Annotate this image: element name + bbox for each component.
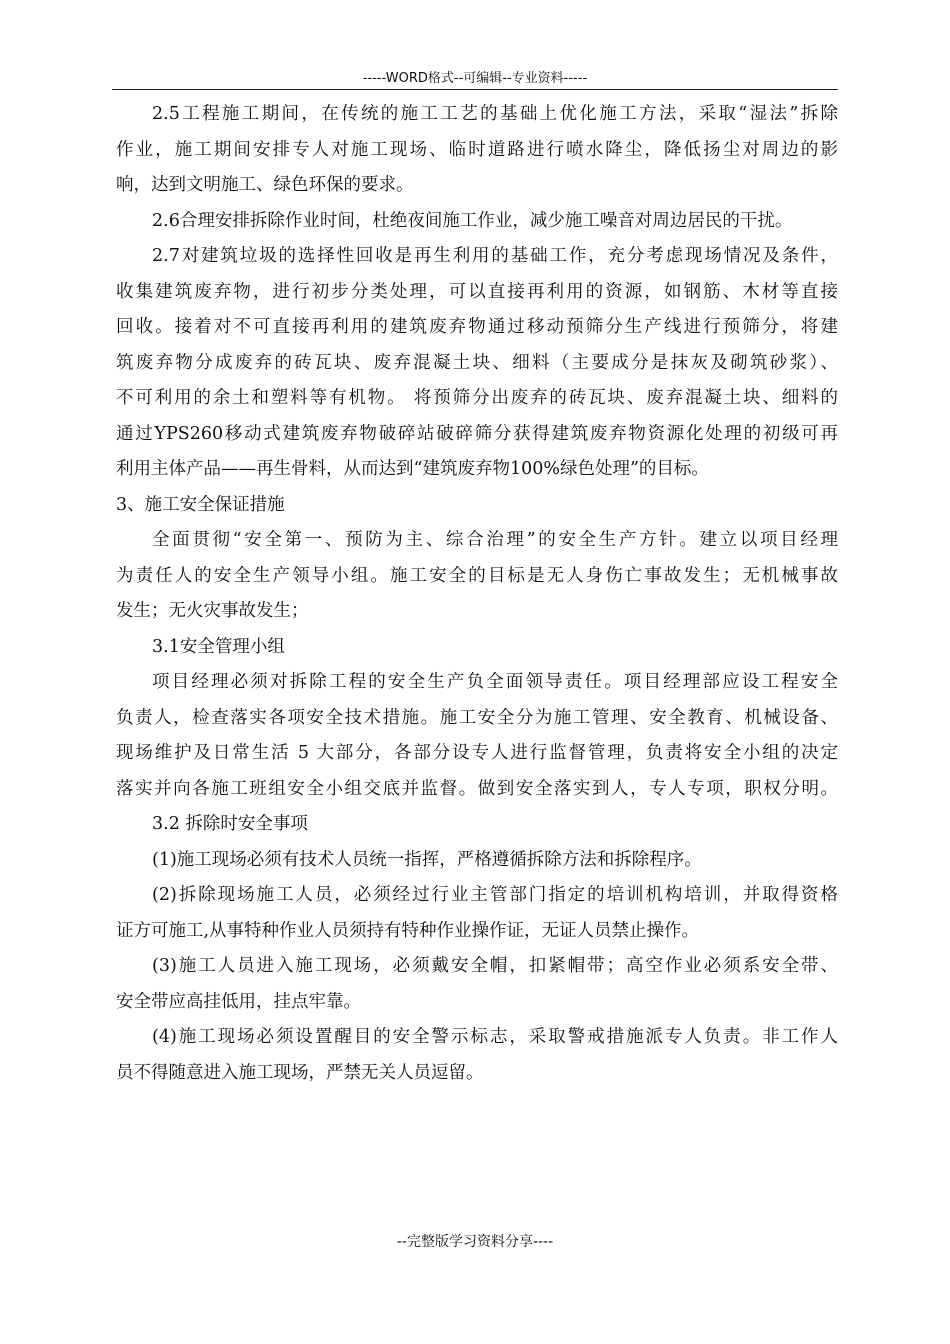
text-line: (3)施工人员进入施工现场，必须戴安全帽，扣紧帽带；高空作业必须系安全带、	[152, 956, 838, 976]
text-line: 响，达到文明施工、绿色环保的要求。	[116, 175, 414, 195]
text-line: 落实并向各施工班组安全小组交底并监督。做到安全落实到人，专人专项，职权分明。	[116, 778, 838, 799]
text-line: 安全带应高挂低用，挂点牢靠。	[116, 991, 361, 1012]
text-line: 作业，施工期间安排专人对施工现场、临时道路进行喷水降尘，降低扬尘对周边的影	[116, 139, 838, 160]
text-line: 利用主体产品——再生骨料，从而达到“建筑废弃物100%绿色处理”的目标。	[116, 459, 709, 479]
text-line: 证方可施工,从事特种作业人员须持有特种作业操作证，无证人员禁止操作。	[116, 920, 700, 941]
text-line: 2.5工程施工期间，在传统的施工工艺的基础上优化施工方法，采取“湿法”拆除	[152, 104, 838, 124]
text-line: 通过YPS260移动式建筑废弃物破碎站破碎筛分获得建筑废弃物资源化处理的初级可再	[116, 423, 838, 444]
text-line: (2)拆除现场施工人员，必须经过行业主管部门指定的培训机构培训，并取得资格	[152, 885, 838, 905]
text-line: 员不得随意进入施工现场，严禁无关人员逗留。	[116, 1062, 484, 1083]
text-line: 筑废弃物分成废弃的砖瓦块、废弃混凝土块、细料（主要成分是抹灰及砌筑砂浆）、	[116, 352, 838, 373]
text-line: 不可利用的余土和塑料等有机物。 将预筛分出废弃的砖瓦块、废弃混凝土块、细料的	[116, 388, 838, 408]
text-line: 现场维护及日常生活 5 大部分，各部分设专人进行监督管理，负责将安全小组的决定	[116, 743, 838, 763]
text-line: 2.7对建筑垃圾的选择性回收是再生利用的基础工作，充分考虑现场情况及条件，	[152, 246, 838, 266]
text-line: 为责任人的安全生产领导小组。施工安全的目标是无人身伤亡事故发生；无机械事故	[116, 565, 838, 586]
header-divider	[112, 89, 838, 90]
subsection-heading: 3.2 拆除时安全事项	[152, 814, 308, 834]
document-body	[116, 97, 838, 1091]
section-heading: 3、施工安全保证措施	[116, 494, 285, 515]
subsection-heading: 3.1安全管理小组	[152, 636, 285, 657]
text-line: 全面贯彻“安全第一、预防为主、综合治理”的安全生产方针。建立以项目经理	[152, 530, 838, 550]
page-footer: --完整版学习资料分享----	[396, 1234, 554, 1250]
text-line: (1)施工现场必须有技术人员统一指挥，严格遵循拆除方法和拆除程序。	[152, 849, 702, 870]
text-line: 回收。接着对不可直接再利用的建筑废弃物通过移动预筛分生产线进行预筛分，将建	[116, 317, 838, 337]
page-header: -----WORD格式--可编辑--专业资料-----	[362, 71, 588, 86]
text-line: (4)施工现场必须设置醒目的安全警示标志，采取警戒措施派专人负责。非工作人	[152, 1027, 838, 1047]
text-line: 2.6合理安排拆除作业时间，杜绝夜间施工作业，减少施工噪音对周边居民的干扰。	[152, 210, 793, 231]
text-line: 负责人，检查落实各项安全技术措施。施工安全分为施工管理、安全教育、机械设备、	[116, 707, 838, 728]
text-line: 发生；无火灾事故发生；	[116, 601, 309, 621]
text-line: 项目经理必须对拆除工程的安全生产负全面领导责任。项目经理部应设工程安全	[152, 672, 838, 692]
text-line: 收集建筑废弃物，进行初步分类处理，可以直接再利用的资源，如钢筋、木材等直接	[116, 281, 838, 302]
